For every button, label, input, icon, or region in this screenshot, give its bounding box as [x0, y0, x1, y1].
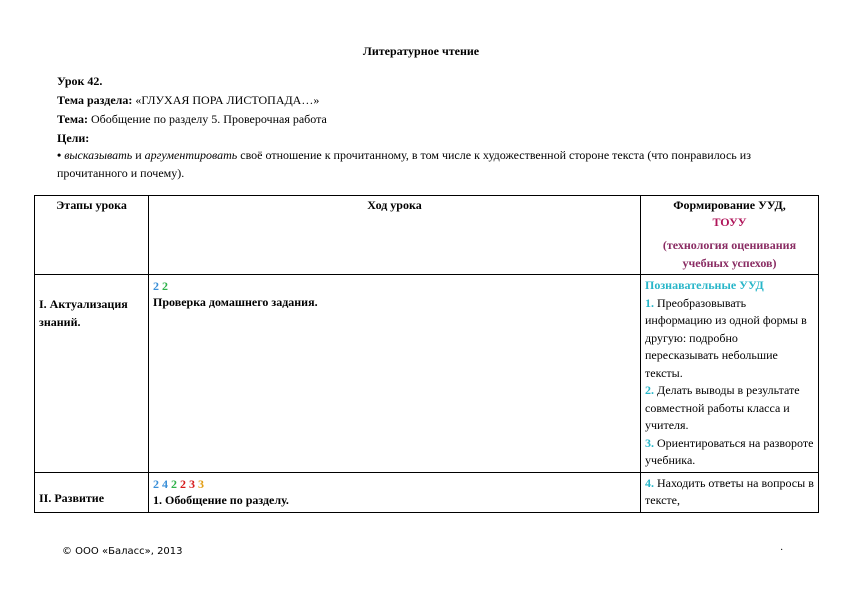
table-row — [35, 275, 819, 473]
stage-cell: II. Развитие — [35, 472, 149, 512]
task-number: 2 — [153, 279, 159, 293]
task-number: 4 — [162, 476, 168, 491]
uud-item-text: Находить ответы на вопросы в тексте, — [645, 475, 814, 507]
section-line — [57, 91, 797, 111]
uud-item-number: 4. — [645, 475, 654, 490]
uud-cell — [641, 472, 819, 512]
table-row — [35, 472, 819, 512]
uud-cell — [641, 275, 819, 473]
header-uud — [641, 196, 819, 275]
task-title: 1. Обобщение по разделу. — [153, 492, 289, 507]
goal-word-2: аргументировать — [144, 148, 238, 162]
header-stage: Этапы урока — [35, 196, 149, 275]
goal-word-1: высказывать — [64, 148, 133, 162]
topic-line — [57, 110, 797, 130]
section-label: Тема раздела: — [57, 93, 133, 107]
uud-item-number: 3. — [645, 435, 654, 450]
lesson-table — [34, 195, 819, 513]
header-touu: ТОУУ — [712, 215, 747, 229]
section-value: «ГЛУХАЯ ПОРА ЛИСТОПАДА…» — [135, 93, 320, 107]
task-number: 2 — [153, 476, 159, 491]
uud-item — [645, 475, 814, 510]
uud-item-number: 2. — [645, 383, 654, 397]
uud-item-text: Преобразовывать информацию из одной формы в другую: подробно пересказывать небольшие тексты. — [645, 295, 807, 380]
topic-label: Тема: — [57, 112, 88, 126]
task-number: 3 — [198, 476, 204, 491]
lesson-number-text: Урок 42. — [57, 74, 103, 88]
bullet-icon: • — [57, 148, 62, 162]
table-header-row — [35, 196, 819, 275]
goals-label-line — [57, 129, 797, 149]
goal-text — [57, 147, 797, 182]
goal-and: и — [135, 148, 142, 162]
process-cell — [149, 472, 641, 512]
task-number: 3 — [189, 476, 195, 491]
task-number: 2 — [162, 279, 168, 293]
task-numbers — [153, 277, 636, 295]
header-process: Ход урока — [149, 196, 641, 275]
footer-mark: · — [780, 545, 784, 556]
uud-item — [645, 382, 814, 435]
task-number: 2 — [180, 476, 186, 491]
topic-value: Обобщение по разделу 5. Проверочная работа — [90, 112, 327, 126]
uud-item — [645, 435, 814, 470]
uud-item — [645, 295, 814, 383]
uud-item-text: Ориентироваться на развороте учебника. — [645, 435, 814, 467]
header-touu-sub: (технология оценивания учебных успехов) — [662, 238, 797, 270]
page-title: Литературное чтение — [362, 44, 480, 58]
footer-copyright: © ООО «Баласс», 2013 — [62, 546, 183, 557]
goal-rest: своё отношение к прочитанному, в том числе к художественной стороне текста (что понравилось из прочитанного и почему). — [57, 148, 751, 180]
goals-label: Цели: — [57, 131, 90, 145]
uud-item-number: 1. — [645, 295, 654, 310]
task-number: 2 — [171, 476, 177, 491]
task-numbers — [153, 475, 636, 493]
stage-cell: I. Актуализация знаний. — [35, 275, 149, 473]
lesson-number — [57, 72, 797, 92]
task-title: Проверка домашнего задания. — [153, 295, 318, 309]
uud-heading: Познавательные УУД — [645, 278, 764, 292]
header-uud-title: Формирование УУД, — [673, 198, 786, 212]
uud-item-text: Делать выводы в результате совместной работы класса и учителя. — [645, 383, 800, 432]
process-cell — [149, 275, 641, 473]
